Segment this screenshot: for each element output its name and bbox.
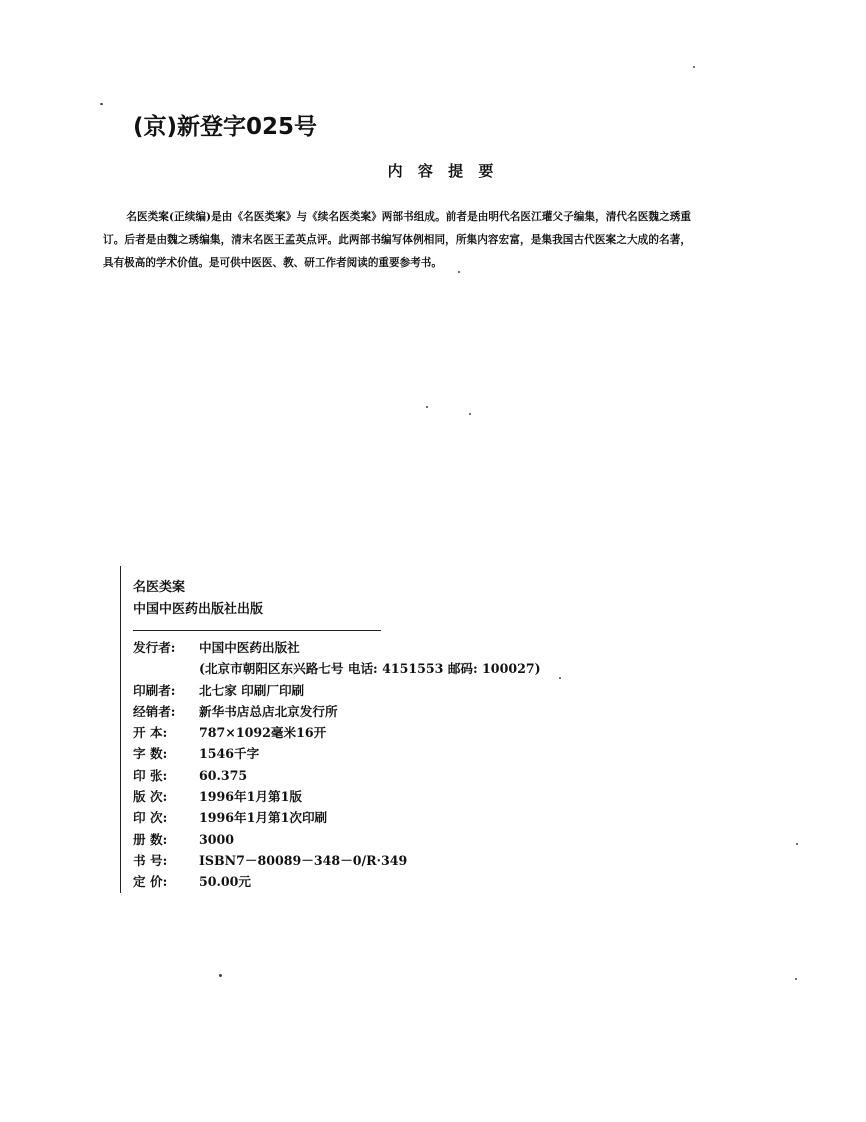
cip-row-word-count [133, 743, 693, 764]
cip-row-edition [133, 786, 693, 807]
cip-row-isbn [133, 850, 693, 871]
scan-speck [469, 413, 471, 415]
cip-publisher-line: 中国中医药出版社出版 [133, 602, 264, 617]
scan-speck [796, 843, 798, 845]
cip-label: 印 次: [133, 810, 168, 826]
cip-value: ISBN7－80089－348－0/R·349 [199, 852, 408, 868]
cip-block [120, 566, 693, 893]
cip-value: 50.00元 [199, 874, 252, 890]
cip-label: 版 次: [133, 789, 168, 805]
cip-row-format [133, 722, 693, 743]
cip-book-title: 名医类案 [133, 580, 186, 595]
cip-divider [133, 630, 381, 631]
registration-number: (京)新登字025号 [133, 114, 318, 140]
cip-row-copies [133, 829, 693, 850]
scan-speck [559, 677, 561, 679]
cip-value: 1996年1月第1次印刷 [199, 810, 328, 826]
cip-value: 787×1092毫米16开 [199, 725, 327, 741]
scan-speck [426, 406, 428, 408]
cip-row-impression [133, 807, 693, 828]
cip-label: 字 数: [133, 746, 168, 762]
cip-value: 1996年1月第1版 [199, 789, 302, 805]
cip-value: (北京市朝阳区东兴路七号 电话: 4151553 邮码: 100027) [199, 661, 541, 677]
cip-label: 印刷者: [133, 682, 176, 698]
cip-value: 60.375 [199, 767, 248, 783]
scan-speck [219, 974, 222, 977]
abstract-title: 内 容 提 要 [387, 162, 499, 180]
scan-speck [100, 103, 103, 105]
cip-label: 书 号: [133, 852, 168, 868]
cip-row-price [133, 871, 693, 892]
abstract-text: 名医类案(正续编)是由《名医类案》与《续名医类案》两部书组成。前者是由明代名医江瓘父子编集，清代名医魏之琇重订。后者是由魏之琇编集，清末名医王孟英点评。此两部书编写体例相同，所集内容宏富，是集我国古代医案之大成的名著，具有极高的学术价值。是可供中医医、教、研工作者阅读的重要参考书。 [103, 211, 691, 269]
cip-row-sheets [133, 765, 693, 786]
cip-label: 册 数: [133, 831, 168, 847]
cip-row-address [133, 658, 693, 679]
cip-label: 开 本: [133, 725, 168, 741]
cip-row-distributor [133, 637, 693, 658]
cip-value: 北七家 印刷厂印刷 [199, 682, 305, 698]
cip-label: 发行者: [133, 640, 176, 655]
cip-value: 1546千字 [199, 746, 260, 762]
cip-label: 定 价: [133, 874, 168, 890]
scan-speck [795, 978, 797, 980]
cip-row-seller [133, 701, 693, 722]
cip-value: 3000 [199, 831, 235, 847]
scan-speck [458, 271, 460, 273]
cip-label: 印 张: [133, 767, 168, 783]
cip-row-printer [133, 680, 693, 701]
scan-speck [693, 66, 695, 68]
cip-value: 新华书店总店北京发行所 [199, 703, 338, 719]
cip-label: 经销者: [133, 703, 176, 719]
cip-value: 中国中医药出版社 [199, 640, 300, 655]
